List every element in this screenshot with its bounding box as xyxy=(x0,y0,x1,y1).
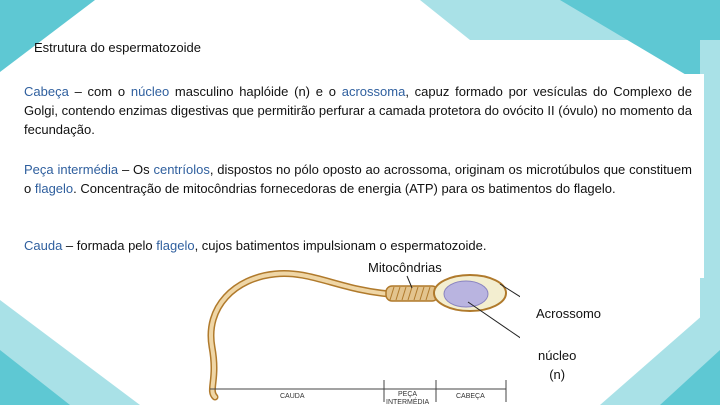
term-acrossoma: acrossoma xyxy=(341,84,406,99)
callout-nucleo xyxy=(538,346,576,384)
term-centriolos: centríolos xyxy=(153,162,210,177)
text-segment: . Concentração de mitocôndrias fornecedoras de energia (ATP) para os batimentos do flagelo. xyxy=(73,181,616,196)
page-title: Estrutura do espermatozoide xyxy=(34,40,201,55)
callout-nucleo-line1: núcleo xyxy=(538,348,577,363)
sperm-illustration xyxy=(200,262,520,405)
section-label-cabeca: CABEÇA xyxy=(456,393,485,400)
text-segment: , cujos batimentos impulsionam o espermatozoide. xyxy=(194,238,487,253)
text-segment: , capuz formado por vesículas do Complexo de Golgi, contendo enzimas digestivas que permitirão perfurar a camada protetora do ovócito II (óvulo) no momento da fecundação. xyxy=(24,84,693,137)
section-label-peca-line2: INTERMÉDIA xyxy=(386,399,430,405)
text-segment: – Os xyxy=(118,162,154,177)
term-nucleo: núcleo xyxy=(130,84,170,99)
deco-top-left-triangle xyxy=(0,0,95,72)
term-peca-intermedia: Peça intermédia xyxy=(24,162,119,177)
term-cauda: Cauda xyxy=(24,238,63,253)
content-card xyxy=(16,74,704,278)
sperm-nucleus xyxy=(444,281,488,307)
callout-acrossomo: Acrossomo xyxy=(536,306,602,321)
paragraph-cabeca xyxy=(24,82,692,139)
section-label-peca-line1: PEÇA xyxy=(398,391,418,398)
section-label-cauda: CAUDA xyxy=(280,393,305,400)
callout-mitocondrias: Mitocôndrias xyxy=(368,260,442,275)
text-segment: masculino haplóide (n) e o xyxy=(169,84,342,99)
sperm-diagram xyxy=(200,262,520,405)
text-segment: , dispostos no pólo oposto ao acrossoma, originam os microtúbulos que constituem o xyxy=(24,162,692,196)
callout-nucleo-line2: (n) xyxy=(549,367,566,382)
paragraph-peca-intermedia xyxy=(24,160,692,198)
sperm-tail-inner xyxy=(211,273,390,397)
term-flagelo: flagelo xyxy=(34,181,74,196)
text-segment: – com o xyxy=(68,84,131,99)
term-flagelo: flagelo xyxy=(156,238,195,253)
text-segment: – formada pelo xyxy=(62,238,157,253)
term-cabeca: Cabeça xyxy=(24,84,69,99)
paragraph-cauda xyxy=(24,236,692,255)
